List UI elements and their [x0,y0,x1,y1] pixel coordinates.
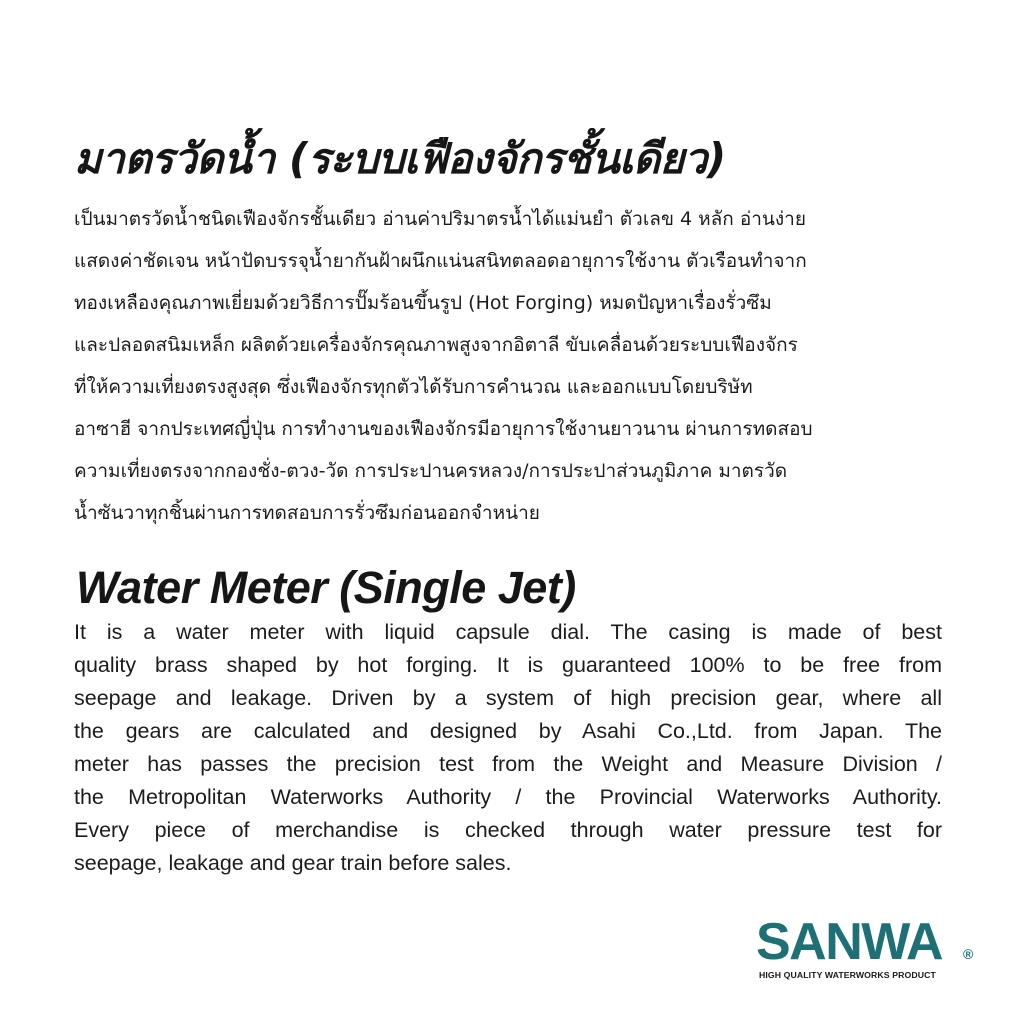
thai-description-line: ความเที่ยงตรงจากกองชั่ง-ตวง-วัด การประปานครหลวง/การประปาส่วนภูมิภาค มาตรวัด [74,460,788,482]
english-description-line: meter has passes the precision test from the Weight and Measure Division / [74,752,942,776]
english-description-line: the gears are calculated and designed by Asahi Co.,Ltd. from Japan. The [74,719,942,743]
english-description-line: seepage and leakage. Driven by a system of high precision gear, where all [74,686,942,710]
thai-description-line: และปลอดสนิมเหล็ก ผลิตด้วยเครื่องจักรคุณภาพสูงจากอิตาลี ขับเคลื่อนด้วยระบบเฟืองจักร [74,334,798,356]
english-description-line: seepage, leakage and gear train before sales. [74,851,512,875]
brand-name: SANWA [756,913,943,971]
thai-description-line: น้ำซันวาทุกชิ้นผ่านการทดสอบการรั่วซึมก่อนออกจำหน่าย [74,502,540,524]
thai-description-line: ที่ให้ความเที่ยงตรงสูงสุด ซึ่งเฟืองจักรทุกตัวได้รับการคำนวณ และออกแบบโดยบริษัท [74,376,753,398]
english-description-line: It is a water meter with liquid capsule dial. The casing is made of best [74,620,942,644]
thai-description-line: แสดงค่าชัดเจน หน้าปัดบรรจุน้ำยากันฝ้าผนึกแน่นสนิทตลอดอายุการใช้งาน ตัวเรือนทำจาก [74,250,807,272]
english-description-line: the Metropolitan Waterworks Authority / the Provincial Waterworks Authority. [74,785,942,809]
brand-tagline: HIGH QUALITY WATERWORKS PRODUCT [759,970,936,980]
thai-description-line: อาซาฮี จากประเทศญี่ปุ่น การทำงานของเฟืองจักรมีอายุการใช้งานยาวนาน ผ่านการทดสอบ [74,418,813,440]
thai-description [74,198,940,534]
english-description-line: Every piece of merchandise is checked through water pressure test for [74,818,942,842]
registered-mark: ® [963,946,974,962]
english-title: Water Meter (Single Jet) [76,562,576,613]
thai-description-line: เป็นมาตรวัดน้ำชนิดเฟืองจักรชั้นเดียว อ่านค่าปริมาตรน้ำได้แม่นยำ ตัวเลข 4 หลัก อ่านง่าย [74,208,806,230]
thai-description-line: ทองเหลืองคุณภาพเยี่ยมด้วยวิธีการปั๊มร้อนขึ้นรูป (Hot Forging) หมดปัญหาเรื่องรั่วซึม [74,292,772,314]
english-description-line: quality brass shaped by hot forging. It is guaranteed 100% to be free from [74,653,942,677]
thai-title: มาตรวัดน้ำ (ระบบเฟืองจักรชั้นเดียว) [74,134,726,183]
english-description [74,616,942,880]
sanwa-logo [756,914,982,984]
